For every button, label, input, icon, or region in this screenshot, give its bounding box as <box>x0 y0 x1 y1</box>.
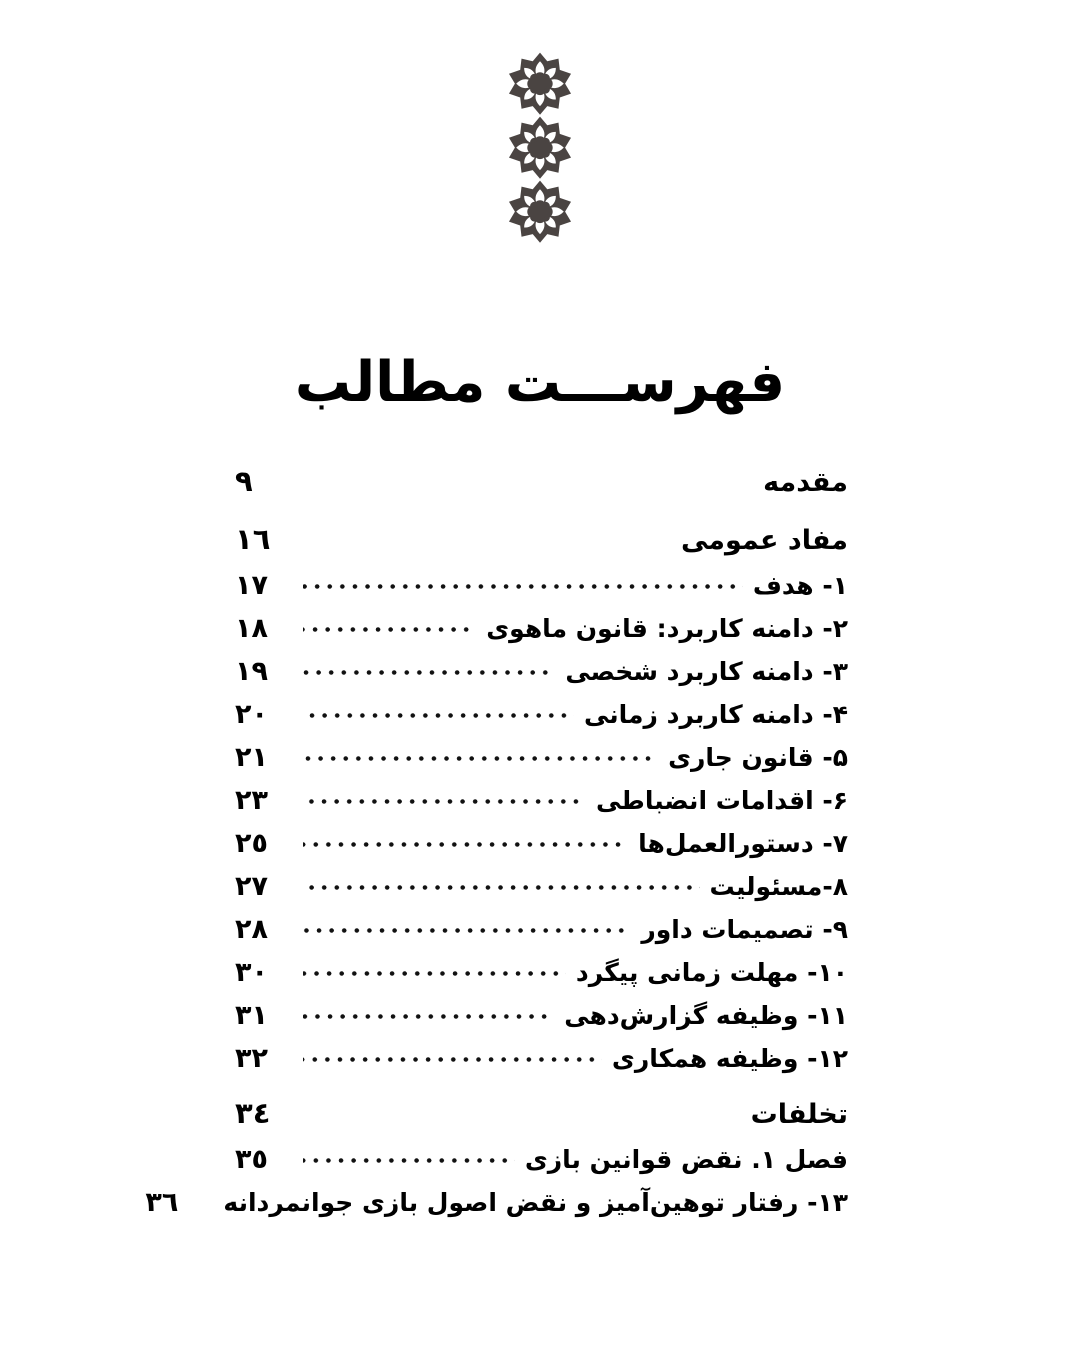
toc-entry-page-number: ٣٥ <box>235 1144 268 1175</box>
toc-entry-page-number: ٣١ <box>235 1000 268 1031</box>
dot-leader-dots <box>303 627 476 632</box>
toc-entry-page-number: ٢٠ <box>235 699 268 730</box>
toc-entry-row[interactable] <box>235 783 848 826</box>
dot-leader <box>303 836 628 852</box>
toc-entry-page-number: ٢١ <box>235 742 268 773</box>
dot-leader <box>303 750 658 766</box>
toc-entry-row[interactable] <box>235 1142 848 1185</box>
toc-section-row[interactable] <box>235 462 848 510</box>
toc-entry-label: ۱- هدف <box>752 571 848 600</box>
toc-entry-row[interactable] <box>235 998 848 1041</box>
toc-entry-page-number: ٣٢ <box>235 1043 268 1074</box>
toc-entry-label: ۵- قانون جاری <box>668 743 848 772</box>
dot-leader <box>303 475 753 491</box>
toc-entry-page-number: ٣٤ <box>235 1096 271 1130</box>
dot-leader-dots <box>303 842 628 847</box>
dot-leader-dots <box>303 756 658 761</box>
dot-leader-dots <box>303 971 566 976</box>
toc-entry-row[interactable] <box>235 568 848 611</box>
toc-entry-label: ۴- دامنه کاربرد زمانی <box>583 700 848 729</box>
toc-entry-label: فصل ۱. نقض قوانین بازی <box>524 1145 848 1174</box>
dot-leader <box>303 1051 602 1067</box>
eight-point-star-rosette-icon <box>507 52 573 118</box>
dot-leader <box>303 578 743 594</box>
toc-entry-row[interactable] <box>145 1185 848 1228</box>
toc-entry-row[interactable] <box>235 611 848 654</box>
dot-leader-dots <box>303 1014 554 1019</box>
toc-entry-label: ۹- تصمیمات داور <box>641 915 848 944</box>
dot-leader-dots <box>303 928 631 933</box>
toc-entry-page-number: ٢٥ <box>235 828 268 859</box>
toc-entry-label: ۶- اقدامات انضباطی <box>595 786 848 815</box>
eight-point-star-rosette-icon <box>507 180 573 246</box>
toc-entry-row[interactable] <box>235 697 848 740</box>
dot-leader <box>303 707 574 723</box>
toc-entry-row[interactable] <box>235 912 848 955</box>
toc-entry-page-number: ٩ <box>235 464 253 498</box>
dot-leader <box>303 621 476 637</box>
toc-entry-label: ۳- دامنه کاربرد شخصی <box>565 657 848 686</box>
toc-entry-label: ۲- دامنه کاربرد: قانون ماهوی <box>486 614 848 643</box>
dot-leader-dots <box>303 885 700 890</box>
ornament-header <box>0 52 1080 244</box>
toc-entry-row[interactable] <box>235 654 848 697</box>
toc-entry-label: ۸-مسئولیت <box>709 872 848 901</box>
toc-section-row[interactable] <box>235 1094 848 1142</box>
toc-entry-page-number: ٢٨ <box>235 914 268 945</box>
toc-entry-row[interactable] <box>235 869 848 912</box>
dot-leader <box>303 965 566 981</box>
dot-leader-dots <box>303 713 574 718</box>
dot-leader <box>303 922 631 938</box>
toc-entry-page-number: ٣٠ <box>235 957 268 988</box>
toc-entry-label: ۱۱- وظیفه گزارش‌دهی <box>564 1001 848 1030</box>
toc-entry-page-number: ٢٣ <box>235 785 268 816</box>
toc-entry-label: مفاد عمومی <box>680 525 848 556</box>
toc-section-row[interactable] <box>235 520 848 568</box>
toc-entry-label: ۱۲- وظیفه همکاری <box>611 1044 848 1073</box>
toc-entry-label: ۷- دستورالعمل‌ها <box>638 829 848 858</box>
dot-leader <box>303 793 586 809</box>
toc-entry-label: مقدمه <box>763 467 848 498</box>
toc-entry-label: ۱۳- رفتار توهین‌آمیز و نقض اصول بازی جوانمردانه <box>223 1188 848 1217</box>
toc-entry-label: تخلفات <box>750 1099 848 1130</box>
toc-entry-page-number: ١٦ <box>235 522 271 556</box>
toc-entry-row[interactable] <box>235 740 848 783</box>
eight-point-star-rosette-icon <box>507 116 573 182</box>
table-of-contents <box>0 462 1080 1228</box>
dot-leader-dots <box>303 1057 602 1062</box>
toc-entry-page-number: ١٩ <box>235 656 268 687</box>
dot-leader <box>303 1107 741 1123</box>
dot-leader <box>303 1008 554 1024</box>
dot-leader-dots <box>303 799 586 804</box>
dot-leader-dots <box>303 1158 515 1163</box>
dot-leader-dots <box>303 584 743 589</box>
page-title: فهرســـت مطالب <box>294 350 786 415</box>
dot-leader <box>303 1152 515 1168</box>
toc-entry-label: ۱۰- مهلت زمانی پیگرد <box>575 958 848 987</box>
dot-leader <box>303 664 555 680</box>
dot-leader <box>303 533 671 549</box>
toc-entry-row[interactable] <box>235 826 848 869</box>
toc-entry-row[interactable] <box>235 955 848 998</box>
toc-entry-row[interactable] <box>235 1041 848 1084</box>
toc-entry-page-number: ١٨ <box>235 613 268 644</box>
toc-entry-page-number: ٣٦ <box>145 1187 179 1218</box>
dot-leader-dots <box>303 670 555 675</box>
toc-entry-page-number: ١٧ <box>235 570 268 601</box>
toc-entry-page-number: ٢٧ <box>235 871 268 902</box>
dot-leader <box>303 879 700 895</box>
